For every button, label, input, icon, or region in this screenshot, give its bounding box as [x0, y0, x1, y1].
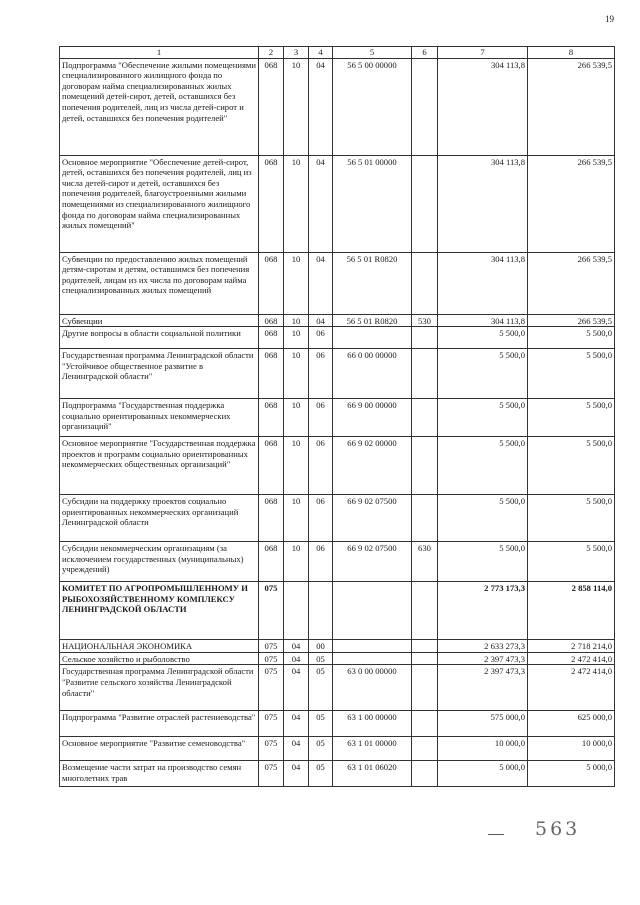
row-ministry-code: 075 [259, 711, 284, 737]
row-section: 04 [284, 711, 309, 737]
row-amount-year1: 2 633 273,3 [438, 640, 528, 653]
row-amount-year2: 266 539,5 [528, 155, 615, 252]
row-ministry-code: 075 [259, 665, 284, 711]
row-expense-type [412, 582, 438, 640]
row-subsection: 04 [309, 155, 333, 252]
row-amount-year1: 5 500,0 [438, 495, 528, 542]
row-amount-year1: 304 113,8 [438, 155, 528, 252]
row-amount-year2: 2 718 214,0 [528, 640, 615, 653]
row-expense-type [412, 640, 438, 653]
column-header: 6 [412, 47, 438, 59]
row-amount-year1: 575 000,0 [438, 711, 528, 737]
table-row [60, 349, 615, 399]
row-section: 10 [284, 349, 309, 399]
row-amount-year1: 304 113,8 [438, 58, 528, 155]
row-name: Основное мероприятие "Государственная поддержка проектов и программ социально ориентированных некоммерческих общественных организаций" [60, 437, 259, 495]
row-section: 04 [284, 737, 309, 761]
row-target-article: 66 0 00 00000 [333, 349, 412, 399]
row-ministry-code: 068 [259, 542, 284, 582]
row-amount-year1: 2 397 473,3 [438, 652, 528, 665]
row-ministry-code: 068 [259, 437, 284, 495]
table-row [60, 542, 615, 582]
header-row [60, 47, 615, 59]
row-section [284, 582, 309, 640]
row-ministry-code: 068 [259, 314, 284, 327]
row-amount-year2: 266 539,5 [528, 252, 615, 314]
row-section: 04 [284, 665, 309, 711]
row-subsection: 04 [309, 252, 333, 314]
row-section: 10 [284, 252, 309, 314]
table-row [60, 737, 615, 761]
row-amount-year2: 10 000,0 [528, 737, 615, 761]
stamp-number: 563 [535, 818, 581, 840]
row-expense-type [412, 737, 438, 761]
table-row [60, 58, 615, 155]
row-section: 04 [284, 652, 309, 665]
row-expense-type [412, 761, 438, 787]
table-row [60, 495, 615, 542]
row-section: 10 [284, 327, 309, 349]
row-section: 04 [284, 761, 309, 787]
row-section: 10 [284, 314, 309, 327]
table-row [60, 399, 615, 437]
row-target-article [333, 327, 412, 349]
table-row [60, 327, 615, 349]
row-subsection [309, 582, 333, 640]
row-target-article: 66 9 02 00000 [333, 437, 412, 495]
row-ministry-code: 075 [259, 640, 284, 653]
row-ministry-code: 068 [259, 155, 284, 252]
row-expense-type [412, 495, 438, 542]
row-amount-year1: 5 500,0 [438, 542, 528, 582]
row-expense-type [412, 155, 438, 252]
row-name: Субсидии на поддержку проектов социально ориентированных некоммерческих организаций Ленинградской области [60, 495, 259, 542]
row-subsection: 06 [309, 495, 333, 542]
table-row [60, 761, 615, 787]
row-name: Возмещение части затрат на производство семян многолетних трав [60, 761, 259, 787]
row-amount-year2: 266 539,5 [528, 314, 615, 327]
row-expense-type [412, 652, 438, 665]
row-target-article: 56 5 00 00000 [333, 58, 412, 155]
row-name: Подпрограмма "Государственная поддержка социально ориентированных некоммерческих организаций" [60, 399, 259, 437]
row-expense-type [412, 327, 438, 349]
row-ministry-code: 075 [259, 582, 284, 640]
table-row [60, 252, 615, 314]
row-name: Сельское хозяйство и рыболовство [60, 652, 259, 665]
row-section: 10 [284, 58, 309, 155]
row-section: 10 [284, 495, 309, 542]
row-name: Государственная программа Ленинградской области "Устойчивое общественное развитие в Ленинградской области" [60, 349, 259, 399]
row-subsection: 06 [309, 349, 333, 399]
page-number: 19 [605, 14, 614, 24]
row-target-article [333, 652, 412, 665]
row-section: 10 [284, 399, 309, 437]
row-ministry-code: 068 [259, 349, 284, 399]
row-expense-type [412, 399, 438, 437]
row-section: 04 [284, 640, 309, 653]
row-expense-type: 630 [412, 542, 438, 582]
row-name: Субвенции [60, 314, 259, 327]
row-name: Основное мероприятие "Развитие семеноводства" [60, 737, 259, 761]
row-amount-year2: 2 472 414,0 [528, 665, 615, 711]
table-row [60, 665, 615, 711]
row-ministry-code: 068 [259, 327, 284, 349]
row-amount-year1: 2 397 473,3 [438, 665, 528, 711]
row-target-article: 63 0 00 00000 [333, 665, 412, 711]
table-row [60, 314, 615, 327]
row-ministry-code: 068 [259, 58, 284, 155]
row-expense-type [412, 665, 438, 711]
row-amount-year2: 5 500,0 [528, 349, 615, 399]
row-expense-type: 530 [412, 314, 438, 327]
row-subsection: 06 [309, 327, 333, 349]
budget-table [59, 46, 615, 787]
row-target-article: 63 1 00 00000 [333, 711, 412, 737]
column-header: 4 [309, 47, 333, 59]
row-expense-type [412, 437, 438, 495]
column-header: 7 [438, 47, 528, 59]
row-name: Субвенции по предоставлению жилых помещений детям-сиротам и детям, оставшимся без попечения родителей, лицам из их числа по договорам найма специализированных жилых помещений [60, 252, 259, 314]
row-target-article: 56 5 01 R0820 [333, 252, 412, 314]
row-amount-year1: 5 500,0 [438, 437, 528, 495]
row-subsection: 00 [309, 640, 333, 653]
row-subsection: 06 [309, 437, 333, 495]
row-expense-type [412, 711, 438, 737]
row-amount-year1: 2 773 173,3 [438, 582, 528, 640]
row-expense-type [412, 58, 438, 155]
row-amount-year2: 2 858 114,0 [528, 582, 615, 640]
row-amount-year1: 5 500,0 [438, 327, 528, 349]
row-subsection: 04 [309, 314, 333, 327]
row-ministry-code: 075 [259, 652, 284, 665]
row-amount-year2: 5 500,0 [528, 495, 615, 542]
row-amount-year1: 10 000,0 [438, 737, 528, 761]
row-target-article: 63 1 01 00000 [333, 737, 412, 761]
row-amount-year2: 266 539,5 [528, 58, 615, 155]
table-row [60, 711, 615, 737]
row-amount-year1: 5 500,0 [438, 399, 528, 437]
row-amount-year2: 5 500,0 [528, 399, 615, 437]
row-amount-year2: 5 500,0 [528, 437, 615, 495]
row-name: Основное мероприятие "Обеспечение детей-сирот, детей, оставшихся без попечения родителей, лиц из числа детей-сирот и детей, оставшихся без попечения родителей, благоустроенными жилыми помещениями из специализированного жилищного фонда по договорам найма специализированных жилых помещений" [60, 155, 259, 252]
row-target-article [333, 640, 412, 653]
table-row [60, 437, 615, 495]
row-subsection: 05 [309, 665, 333, 711]
row-subsection: 04 [309, 58, 333, 155]
row-subsection: 05 [309, 761, 333, 787]
row-target-article [333, 582, 412, 640]
row-name: Подпрограмма "Обеспечение жилыми помещениями специализированного жилищного фонда по договорам найма специализированных жилых помещений детей-сирот, детей, оставшихся без попечения родителей, лиц из числа детей-сирот и детей, оставшихся без попечения родителей" [60, 58, 259, 155]
table-row [60, 640, 615, 653]
row-target-article: 66 9 02 07500 [333, 542, 412, 582]
row-amount-year2: 5 500,0 [528, 327, 615, 349]
row-target-article: 56 5 01 00000 [333, 155, 412, 252]
row-name: Другие вопросы в области социальной политики [60, 327, 259, 349]
row-name: КОМИТЕТ ПО АГРОПРОМЫШЛЕННОМУ И РЫБОХОЗЯЙСТВЕННОМУ КОМПЛЕКСУ ЛЕНИНГРАДСКОЙ ОБЛАСТИ [60, 582, 259, 640]
column-header: 3 [284, 47, 309, 59]
row-subsection: 05 [309, 737, 333, 761]
table-row [60, 155, 615, 252]
row-subsection: 05 [309, 652, 333, 665]
row-target-article: 66 9 00 00000 [333, 399, 412, 437]
row-ministry-code: 075 [259, 737, 284, 761]
row-amount-year1: 5 500,0 [438, 349, 528, 399]
row-subsection: 06 [309, 399, 333, 437]
row-name: Субсидии некоммерческим организациям (за исключением государственных (муниципальных) учреждений) [60, 542, 259, 582]
row-amount-year1: 5 000,0 [438, 761, 528, 787]
row-amount-year2: 5 000,0 [528, 761, 615, 787]
row-amount-year2: 5 500,0 [528, 542, 615, 582]
row-name: Государственная программа Ленинградской области "Развитие сельского хозяйства Ленинградской области" [60, 665, 259, 711]
row-amount-year1: 304 113,8 [438, 252, 528, 314]
column-header: 5 [333, 47, 412, 59]
column-header: 2 [259, 47, 284, 59]
row-ministry-code: 075 [259, 761, 284, 787]
row-name: Подпрограмма "Развитие отраслей растениеводства" [60, 711, 259, 737]
row-expense-type [412, 349, 438, 399]
row-amount-year2: 625 000,0 [528, 711, 615, 737]
row-section: 10 [284, 437, 309, 495]
row-amount-year2: 2 472 414,0 [528, 652, 615, 665]
column-header: 8 [528, 47, 615, 59]
row-subsection: 06 [309, 542, 333, 582]
footer-dash [488, 834, 504, 835]
row-target-article: 56 5 01 R0820 [333, 314, 412, 327]
row-amount-year1: 304 113,8 [438, 314, 528, 327]
row-subsection: 05 [309, 711, 333, 737]
table-row [60, 582, 615, 640]
row-ministry-code: 068 [259, 399, 284, 437]
row-section: 10 [284, 542, 309, 582]
row-ministry-code: 068 [259, 495, 284, 542]
row-expense-type [412, 252, 438, 314]
column-header: 1 [60, 47, 259, 59]
row-ministry-code: 068 [259, 252, 284, 314]
row-section: 10 [284, 155, 309, 252]
table-row [60, 652, 615, 665]
row-target-article: 66 9 02 07500 [333, 495, 412, 542]
row-name: НАЦИОНАЛЬНАЯ ЭКОНОМИКА [60, 640, 259, 653]
row-target-article: 63 1 01 06020 [333, 761, 412, 787]
